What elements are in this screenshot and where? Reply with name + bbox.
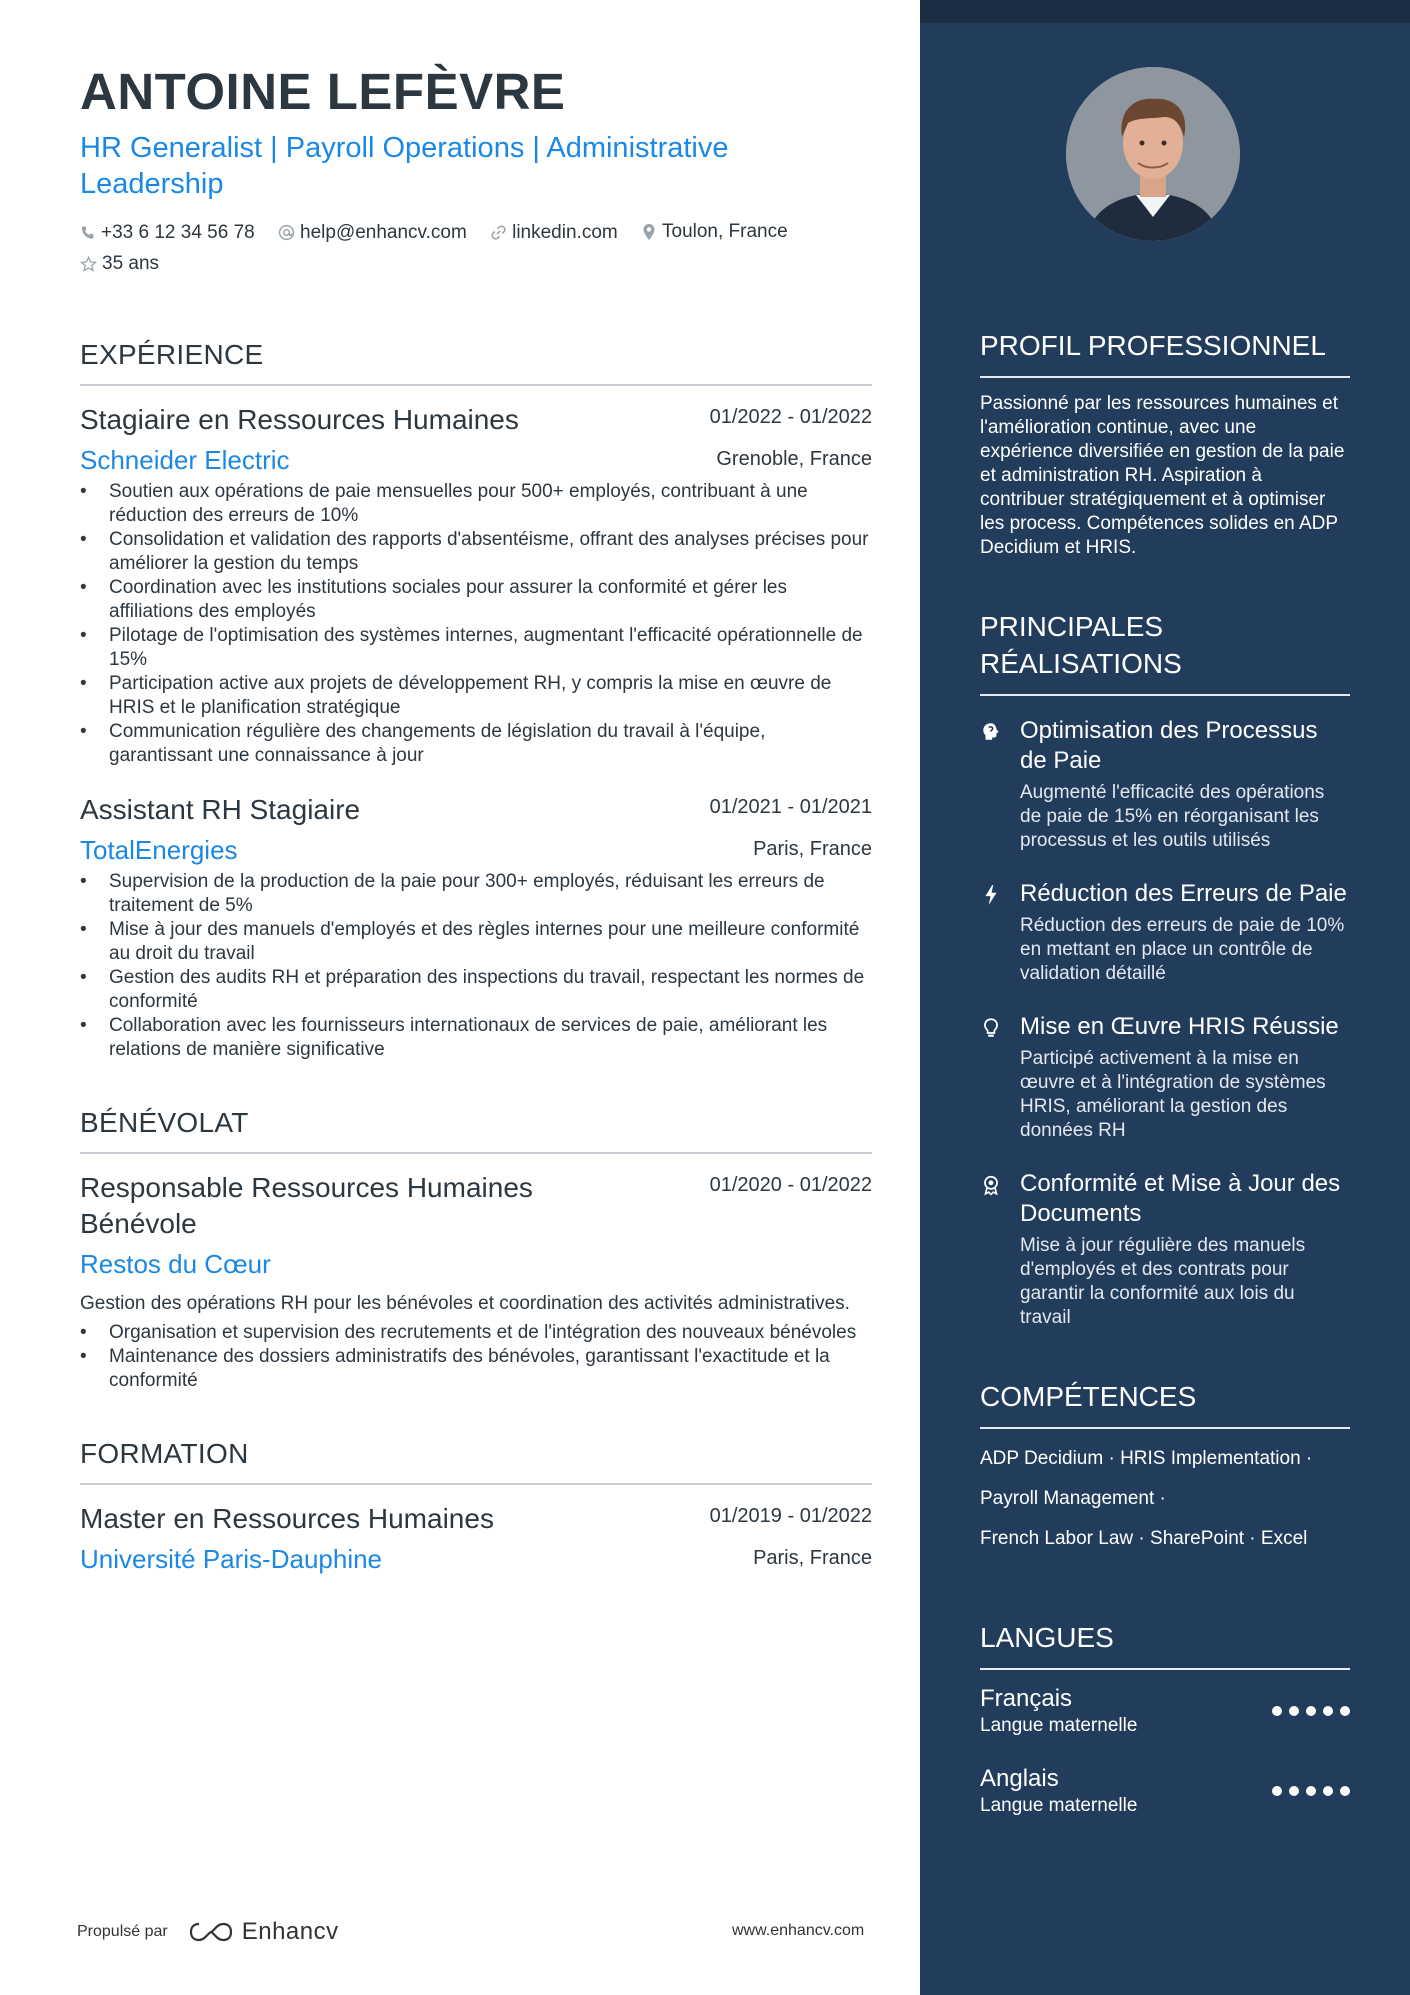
headline: HR Generalist | Payroll Operations | Administrative Leadership: [80, 132, 729, 200]
achievement-title: Mise en Œuvre HRIS Réussie: [1020, 1013, 1339, 1040]
phone-text: +33 6 12 34 56 78: [101, 222, 255, 243]
achievement-desc: Augmenté l'efficacité des opérations de paie de 15% en réorganisant les processus et les outils utilisés: [1020, 782, 1325, 851]
bullet-item: • Pilotage de l'optimisation des systèmes internes, augmentant l'efficacité opérationnelle de 15%: [80, 624, 872, 672]
footer: [77, 1918, 339, 1946]
job-bullets: [80, 480, 872, 768]
achievement-desc: Participé activement à la mise en œuvre et à l'intégration de systèmes HRIS, améliorant la gestion des données RH: [1020, 1048, 1326, 1141]
bullet-item: • Gestion des audits RH et préparation des inspections du travail, respectant les normes de conformité: [80, 966, 872, 1014]
bullet-item: • Coordination avec les institutions sociales pour assurer la conformité et gérer les affiliations des employés: [80, 576, 872, 624]
experience-entry: [80, 402, 872, 768]
job-dates: 01/2022 - 01/2022: [709, 405, 872, 428]
section-title-experience: EXPÉRIENCE: [80, 338, 872, 386]
achievement-item: [980, 1169, 1350, 1330]
education-section: [80, 1437, 872, 1575]
enhancv-logo-icon: [188, 1919, 234, 1945]
achievement-title: Optimisation des Processus de Paie: [1020, 717, 1318, 774]
bolt-icon: [980, 884, 1002, 906]
rating-dot: [1272, 1786, 1282, 1796]
volunteer-role: Responsable Ressources Humaines Bénévole: [80, 1171, 533, 1239]
rating-dot: [1340, 1786, 1350, 1796]
volunteer-dates: 01/2020 - 01/2022: [709, 1173, 872, 1196]
contact-location: [641, 218, 788, 246]
bullet-item: • Soutien aux opérations de paie mensuelles pour 500+ employés, contribuant à une réduction des erreurs de 10%: [80, 480, 872, 528]
education-dates: 01/2019 - 01/2022: [709, 1504, 872, 1527]
age-text: 35 ans: [102, 253, 160, 274]
skills-line: Payroll Management ·: [980, 1488, 1166, 1509]
rating-dot: [1323, 1786, 1333, 1796]
bullet-item: • Collaboration avec les fournisseurs internationaux de services de paie, améliorant les relations de manière significative: [80, 1014, 872, 1062]
skills-line: French Labor Law · SharePoint · Excel: [980, 1528, 1308, 1549]
volunteer-description: Gestion des opérations RH pour les bénévoles et coordination des activités administratives.: [80, 1292, 850, 1314]
achievement-desc: Réduction des erreurs de paie de 10% en mettant en place un contrôle de validation détaillé: [1020, 915, 1345, 984]
section-title-achievements: PRINCIPALES RÉALISATIONS: [980, 608, 1350, 696]
candidate-name: ANTOINE LEFÈVRE: [80, 63, 566, 120]
skills-list: [980, 1439, 1350, 1559]
language-item: [980, 1684, 1350, 1738]
bullet-item: • Communication régulière des changements de législation du travail à l'équipe, garantissant une connaissance à jour: [80, 720, 872, 768]
language-level: Langue maternelle: [980, 1715, 1138, 1736]
language-rating: [1272, 1706, 1350, 1716]
language-level: Langue maternelle: [980, 1795, 1138, 1816]
language-item: [980, 1764, 1350, 1818]
volunteer-entry: [80, 1170, 872, 1393]
experience-section: [80, 338, 872, 1062]
bullet-item: • Organisation et supervision des recrutements et de l'intégration des nouveaux bénévoles: [80, 1321, 872, 1345]
job-dates: 01/2021 - 01/2021: [709, 795, 872, 818]
linkedin-text: linkedin.com: [512, 221, 618, 243]
phone-icon: [80, 225, 96, 241]
job-location: Grenoble, France: [716, 448, 872, 470]
education-entry: [80, 1501, 872, 1575]
rating-dot: [1306, 1786, 1316, 1796]
profile-section: [980, 327, 1350, 560]
achievement-title: Réduction des Erreurs de Paie: [1020, 880, 1347, 907]
avatar-portrait: [1066, 67, 1240, 241]
bullet-item: • Mise à jour des manuels d'employés et des règles internes pour une meilleure conformité au droit du travail: [80, 918, 872, 966]
section-title-volunteer: BÉNÉVOLAT: [80, 1106, 872, 1154]
organization-name[interactable]: Restos du Cœur: [80, 1248, 271, 1279]
achievement-desc: Mise à jour régulière des manuels d'employés et des contrats pour garantir la conformité aux lois du travail: [1020, 1235, 1306, 1328]
powered-by-label: Propulsé par: [77, 1923, 168, 1940]
bullet-item: • Consolidation et validation des rapports d'absentéisme, offrant des analyses précises pour améliorer la gestion du temps: [80, 528, 872, 576]
sidebar: [920, 0, 1410, 1995]
contact-email[interactable]: [278, 219, 467, 247]
job-title: Stagiaire en Ressources Humaines: [80, 403, 519, 435]
language-name: Français: [980, 1685, 1073, 1712]
award-icon: [980, 1174, 1002, 1196]
contact-info: [80, 218, 872, 282]
degree-title: Master en Ressources Humaines: [80, 1502, 494, 1534]
profile-text: Passionné par les ressources humaines et l'amélioration continue, avec une expérience diversifiée en gestion de la paie et administration RH. Aspiration à contribuer stratégiquement et à optimiser les process. Compétences solides en ADP Decidium et HRIS.: [980, 393, 1345, 558]
bullet-item: • Participation active aux projets de développement RH, y compris la mise en œuvre de HRIS et le planification stratégique: [80, 672, 872, 720]
job-location: Paris, France: [753, 838, 872, 860]
job-title: Assistant RH Stagiaire: [80, 793, 361, 825]
location-text: Toulon, France: [662, 221, 788, 242]
language-name: Anglais: [980, 1765, 1059, 1792]
rating-dot: [1323, 1706, 1333, 1716]
bullet-item: • Supervision de la production de la paie pour 300+ employés, réduisant les erreurs de traitement de 5%: [80, 870, 872, 918]
section-title-education: FORMATION: [80, 1437, 872, 1485]
brain-icon: [980, 721, 1002, 743]
experience-entry: [80, 792, 872, 1062]
languages-section: [980, 1619, 1350, 1818]
section-title-profile: PROFIL PROFESSIONNEL: [980, 327, 1350, 378]
rating-dot: [1289, 1786, 1299, 1796]
lightbulb-icon: [980, 1017, 1002, 1039]
rating-dot: [1306, 1706, 1316, 1716]
school-name[interactable]: Université Paris-Dauphine: [80, 1543, 383, 1574]
skills-section: [980, 1378, 1350, 1559]
contact-age: [80, 250, 159, 278]
job-bullets: [80, 870, 872, 1062]
bullet-item: • Maintenance des dossiers administratifs des bénévoles, garantissant l'exactitude et la conformité: [80, 1345, 872, 1393]
volunteer-bullets: [80, 1321, 872, 1393]
rating-dot: [1272, 1706, 1282, 1716]
language-rating: [1272, 1786, 1350, 1796]
email-text: help@enhancv.com: [300, 221, 467, 243]
company-name[interactable]: TotalEnergies: [80, 834, 238, 865]
section-title-languages: LANGUES: [980, 1619, 1350, 1670]
contact-linkedin[interactable]: [490, 219, 618, 247]
sidebar-content: [980, 327, 1350, 1818]
at-icon: [278, 224, 295, 241]
link-icon: [490, 224, 507, 241]
achievement-item: [980, 1012, 1350, 1143]
achievement-title: Conformité et Mise à Jour des Documents: [1020, 1170, 1341, 1227]
avatar: [1066, 67, 1240, 241]
contact-phone[interactable]: [80, 219, 255, 247]
section-title-skills: COMPÉTENCES: [980, 1378, 1350, 1429]
footer-url[interactable]: www.enhancv.com: [732, 1922, 865, 1939]
star-icon: [80, 256, 97, 273]
volunteer-section: [80, 1106, 872, 1393]
achievements-section: [980, 608, 1350, 1330]
location-pin-icon: [641, 223, 657, 241]
skills-line: ADP Decidium · HRIS Implementation ·: [980, 1448, 1313, 1469]
sidebar-top-bar: [920, 0, 1410, 23]
achievement-item: [980, 716, 1350, 853]
enhancv-brand[interactable]: Enhancv: [241, 1918, 339, 1945]
rating-dot: [1340, 1706, 1350, 1716]
rating-dot: [1289, 1706, 1299, 1716]
achievement-item: [980, 879, 1350, 986]
education-location: Paris, France: [753, 1547, 872, 1569]
company-name[interactable]: Schneider Electric: [80, 444, 290, 475]
